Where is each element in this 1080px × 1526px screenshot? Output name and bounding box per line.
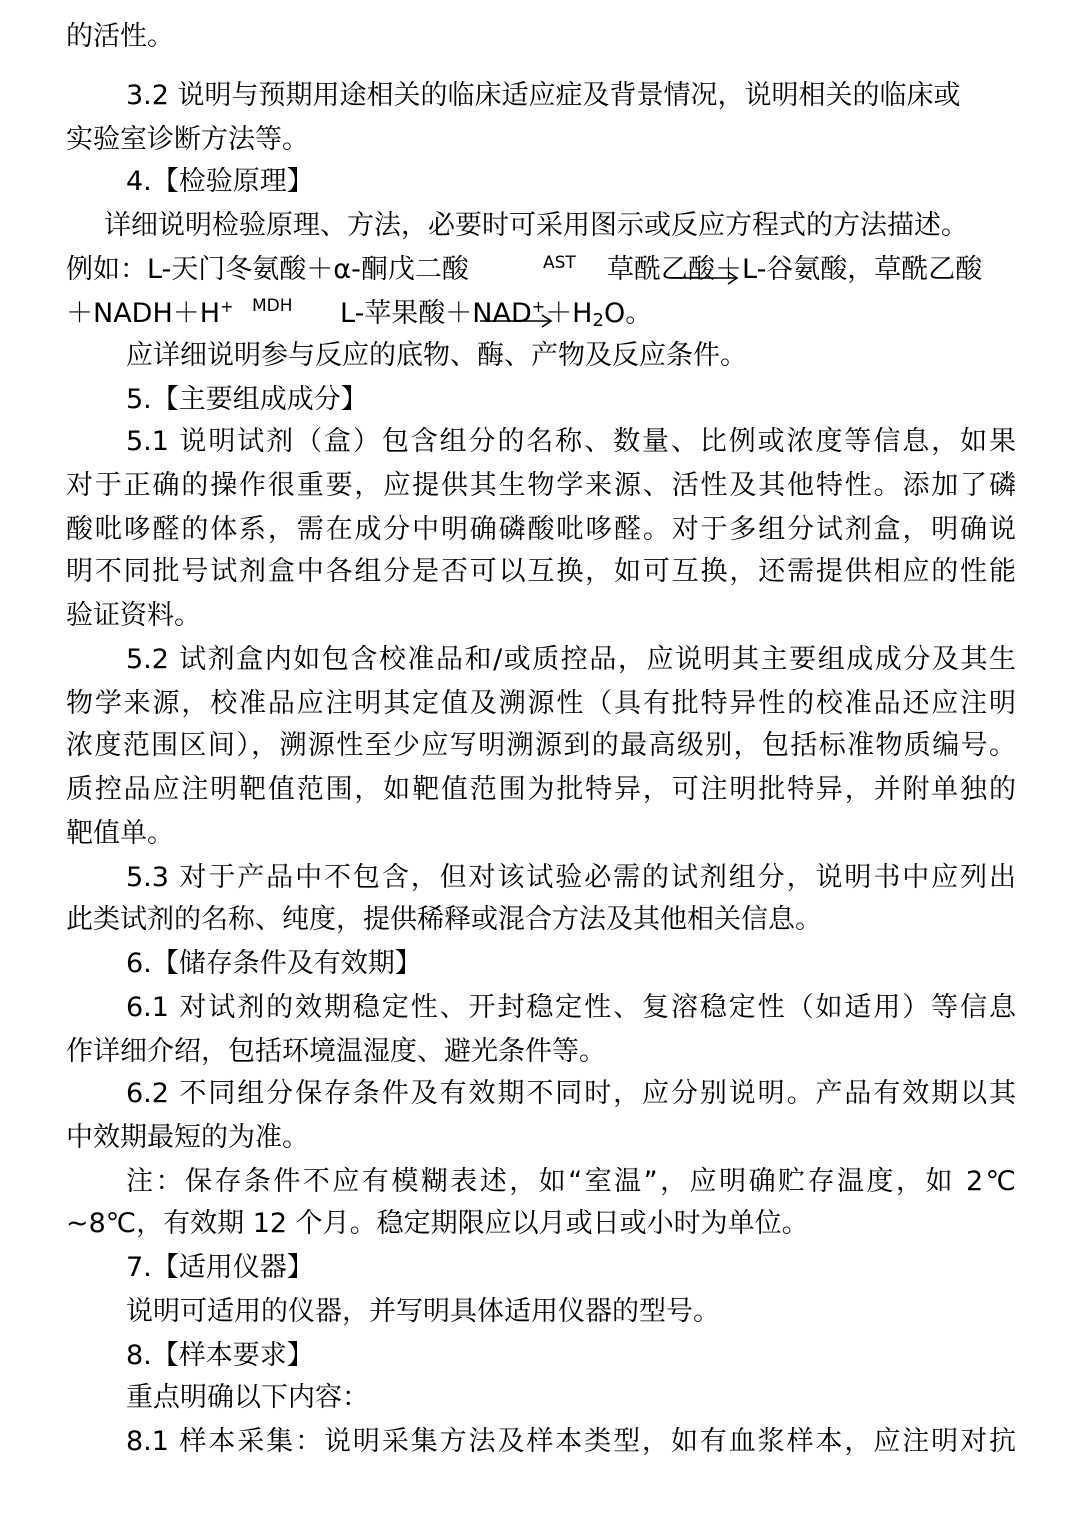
text-line: 应详细说明参与反应的底物、酶、产物及反应条件。 (126, 340, 747, 371)
note-line: 注：保存条件不应有模糊表述，如“室温”，应明确贮存温度，如 2℃ (126, 1166, 1016, 1197)
text-line: 5.3 对于产品中不包含，但对该试验必需的试剂组分，说明书中应列出 (126, 862, 1016, 893)
enzyme-label-ast: AST (543, 253, 576, 273)
equation-text: L-苹果酸＋NAD (340, 298, 532, 329)
text-line: 酸吡哆醛的体系，需在成分中明确磷酸吡哆醛。对于多组分试剂盒，明确说 (66, 514, 1016, 545)
subscript: 2 (592, 310, 604, 331)
equation-right: 草酰乙酸＋L-谷氨酸，草酰乙酸 (607, 254, 983, 285)
text-line: 的活性。 (66, 21, 174, 52)
equation-text: ＋NADH＋H (66, 298, 221, 329)
text-line: 明不同批号试剂盒中各组分是否可以互换，如可互换，还需提供相应的性能 (66, 556, 1016, 587)
text-line: 5.1 说明试剂（盒）包含组分的名称、数量、比例或浓度等信息，如果 (126, 426, 1016, 457)
section-heading: 6.【储存条件及有效期】 (126, 948, 422, 979)
text-line: 物学来源，校准品应注明其定值及溯源性（具有批特异性的校准品还应注明 (66, 688, 1016, 719)
reaction-arrow (480, 313, 556, 329)
text-line: 3.2 说明与预期用途相关的临床适应症及背景情况，说明相关的临床或 (126, 80, 961, 111)
superscript: + (531, 297, 546, 316)
note-line: ~8℃，有效期 12 个月。稳定期限应以月或日或小时为单位。 (66, 1208, 809, 1239)
reaction-arrow (672, 270, 742, 286)
superscript: + (220, 297, 234, 316)
text-line: 质控品应注明靶值范围，如靶值范围为批特异，可注明批特异，并附单独的 (66, 774, 1016, 805)
text-line: 8.1 样本采集：说明采集方法及样本类型，如有血浆样本，应注明对抗 (126, 1426, 1016, 1457)
section-heading: 7.【适用仪器】 (126, 1252, 314, 1283)
text-line: 5.2 试剂盒内如包含校准品和/或质控品，应说明其主要组成成分及其生 (126, 644, 1016, 675)
enzyme-label-mdh: MDH (252, 296, 293, 316)
text-line: 6.1 对试剂的效期稳定性、开封稳定性、复溶稳定性（如适用）等信息 (126, 992, 1016, 1023)
text-line: 说明可适用的仪器，并写明具体适用仪器的型号。 (126, 1296, 720, 1327)
equation-line-2 (66, 292, 233, 336)
equation-left: 例如：L-天门冬氨酸＋α-酮戊二酸 (66, 254, 469, 285)
text-line: 详细说明检验原理、方法，必要时可采用图示或反应方程式的方法描述。 (104, 210, 968, 241)
text-line: 作详细介绍，包括环境温湿度、避光条件等。 (66, 1036, 606, 1067)
text-line: 实验室诊断方法等。 (66, 124, 309, 155)
equation-text: ＋H (545, 298, 593, 329)
text-line: 浓度范围区间），溯源性至少应写明溯源到的最高级别，包括标准物质编号。 (66, 730, 1016, 761)
section-heading: 4.【检验原理】 (126, 166, 314, 197)
text-line: 此类试剂的名称、纯度，提供稀释或混合方法及其他相关信息。 (66, 904, 822, 935)
section-heading: 8.【样本要求】 (126, 1340, 314, 1371)
text-line: 6.2 不同组分保存条件及有效期不同时，应分别说明。产品有效期以其 (126, 1078, 1016, 1109)
text-line: 重点明确以下内容： (126, 1382, 369, 1413)
text-line: 对于正确的操作很重要，应提供其生物学来源、活性及其他特性。添加了磷 (66, 470, 1016, 501)
text-line: 靶值单。 (66, 818, 174, 849)
section-heading: 5.【主要组成成分】 (126, 384, 368, 415)
text-line: 验证资料。 (66, 600, 201, 631)
equation-text: O。 (603, 298, 653, 329)
text-line: 中效期最短的为准。 (66, 1122, 309, 1153)
